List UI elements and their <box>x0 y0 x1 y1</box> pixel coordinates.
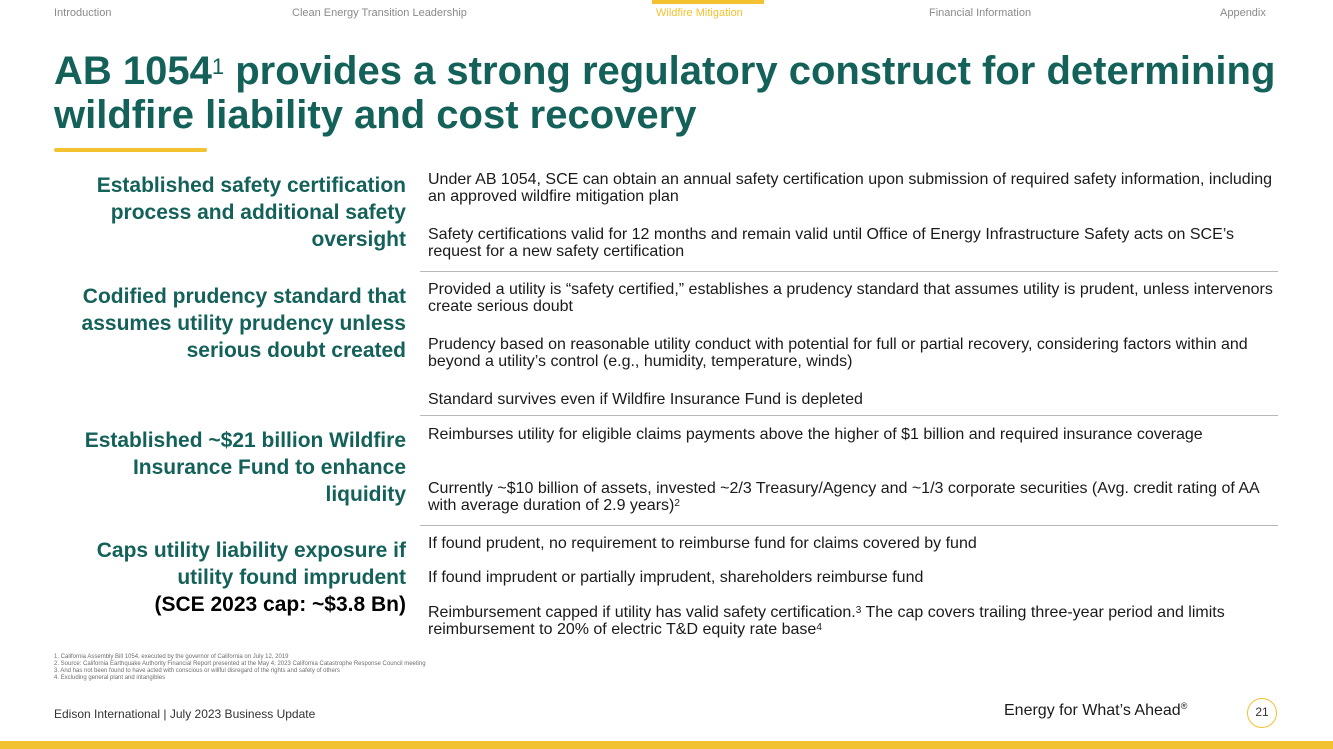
bullet-text: Reimburses utility for eligible claims payments above the higher of $1 billion and required insurance coverage <box>428 426 1203 443</box>
bullet-text-body: The cap covers trailing three-year period and limits reimbursement to 20% of electric T&D equity rate base <box>428 604 1225 638</box>
bullet-text: Under AB 1054, SCE can obtain an annual safety certification upon submission of required safety information, including an approved wildfire mitigation plan <box>428 171 1273 205</box>
title-underline <box>54 148 207 152</box>
bullet-text: Provided a utility is “safety certified,” establishes a prudency standard that assumes utility is prudent, unless intervenors create serious doubt <box>428 281 1273 315</box>
brand-tagline <box>1004 702 1187 720</box>
nav-item-financial-information[interactable]: Financial Information <box>929 7 1032 19</box>
top-navigation <box>0 0 1333 22</box>
footnote: 3. And has not been found to have acted with conscious or willful disregard of the rights and safety of others <box>54 668 340 674</box>
footnotes <box>54 654 426 682</box>
footnote: 2. Source: California Earthquake Authority Financial Report presented at the May 4, 2023 California Catastrophe Response Council meeting <box>54 661 426 667</box>
row-divider <box>420 525 1278 526</box>
footnote-ref: 3 <box>855 605 862 616</box>
active-section-indicator <box>652 0 764 4</box>
row-divider <box>420 271 1278 272</box>
title-footnote-ref: 1 <box>211 54 225 79</box>
bullet-text: If found imprudent or partially imprudent, shareholders reimburse fund <box>428 569 924 586</box>
row-heading-text: Caps utility liability exposure if utility found imprudent <box>96 539 406 589</box>
bullet-text: Standard survives even if Wildfire Insurance Fund is depleted <box>428 391 863 408</box>
bullet-text <box>428 604 1288 638</box>
footer-source: Edison International | July 2023 Business Update <box>54 707 316 721</box>
bottom-accent-bar <box>0 741 1333 749</box>
tagline-text: Energy for What’s Ahead <box>1004 702 1181 719</box>
nav-item-appendix[interactable]: Appendix <box>1220 7 1266 19</box>
page-number: 21 <box>1247 698 1277 728</box>
bullet-text: Safety certifications valid for 12 months and remain valid until Office of Energy Infrastructure Safety acts on SCE’s request for a new safety certification <box>428 226 1235 260</box>
title-part-2: provides a strong regulatory construct for determining wildfire liability and cost recovery <box>54 49 1276 137</box>
row-heading-insurance-fund: Established ~$21 billion Wildfire Insurance Fund to enhance liquidity <box>84 429 406 506</box>
bullet-text <box>428 480 1288 514</box>
bullet-text-body: Currently ~$10 billion of assets, invested ~2/3 Treasury/Agency and ~1/3 corporate securities (Avg. credit rating of AA with average duration of 2.9 years) <box>428 480 1259 514</box>
footnote: 4. Excluding general plant and intangibles <box>54 675 166 681</box>
footnote: 1. California Assembly Bill 1054, executed by the governor of California on July 12, 2019 <box>54 654 289 660</box>
bullet-text: If found prudent, no requirement to reimburse fund for claims covered by fund <box>428 535 977 552</box>
nav-item-wildfire-mitigation[interactable]: Wildfire Mitigation <box>656 7 743 19</box>
bullet-text: Prudency based on reasonable utility conduct with potential for full or partial recovery, considering factors within and beyond a utility’s control (e.g., humidity, temperature, winds) <box>428 336 1248 370</box>
liability-cap-amount: (SCE 2023 cap: ~$3.8 Bn) <box>154 593 406 616</box>
registered-mark: ® <box>1180 701 1188 711</box>
nav-item-introduction[interactable]: Introduction <box>54 7 112 19</box>
row-heading-liability-cap <box>54 537 406 618</box>
row-heading-prudency-standard: Codified prudency standard that assumes utility prudency unless serious doubt created <box>81 285 406 362</box>
slide-title <box>54 49 1294 137</box>
footnote-ref: 4 <box>816 622 822 633</box>
footnote-ref: 2 <box>674 498 680 509</box>
nav-item-clean-energy[interactable]: Clean Energy Transition Leadership <box>292 7 467 19</box>
row-divider <box>420 415 1278 416</box>
row-heading-safety-certification: Established safety certification process and additional safety oversight <box>96 174 406 251</box>
title-part-1: AB 1054 <box>54 49 212 93</box>
bullet-text-body: Reimbursement capped if utility has valid safety certification. <box>428 604 856 621</box>
